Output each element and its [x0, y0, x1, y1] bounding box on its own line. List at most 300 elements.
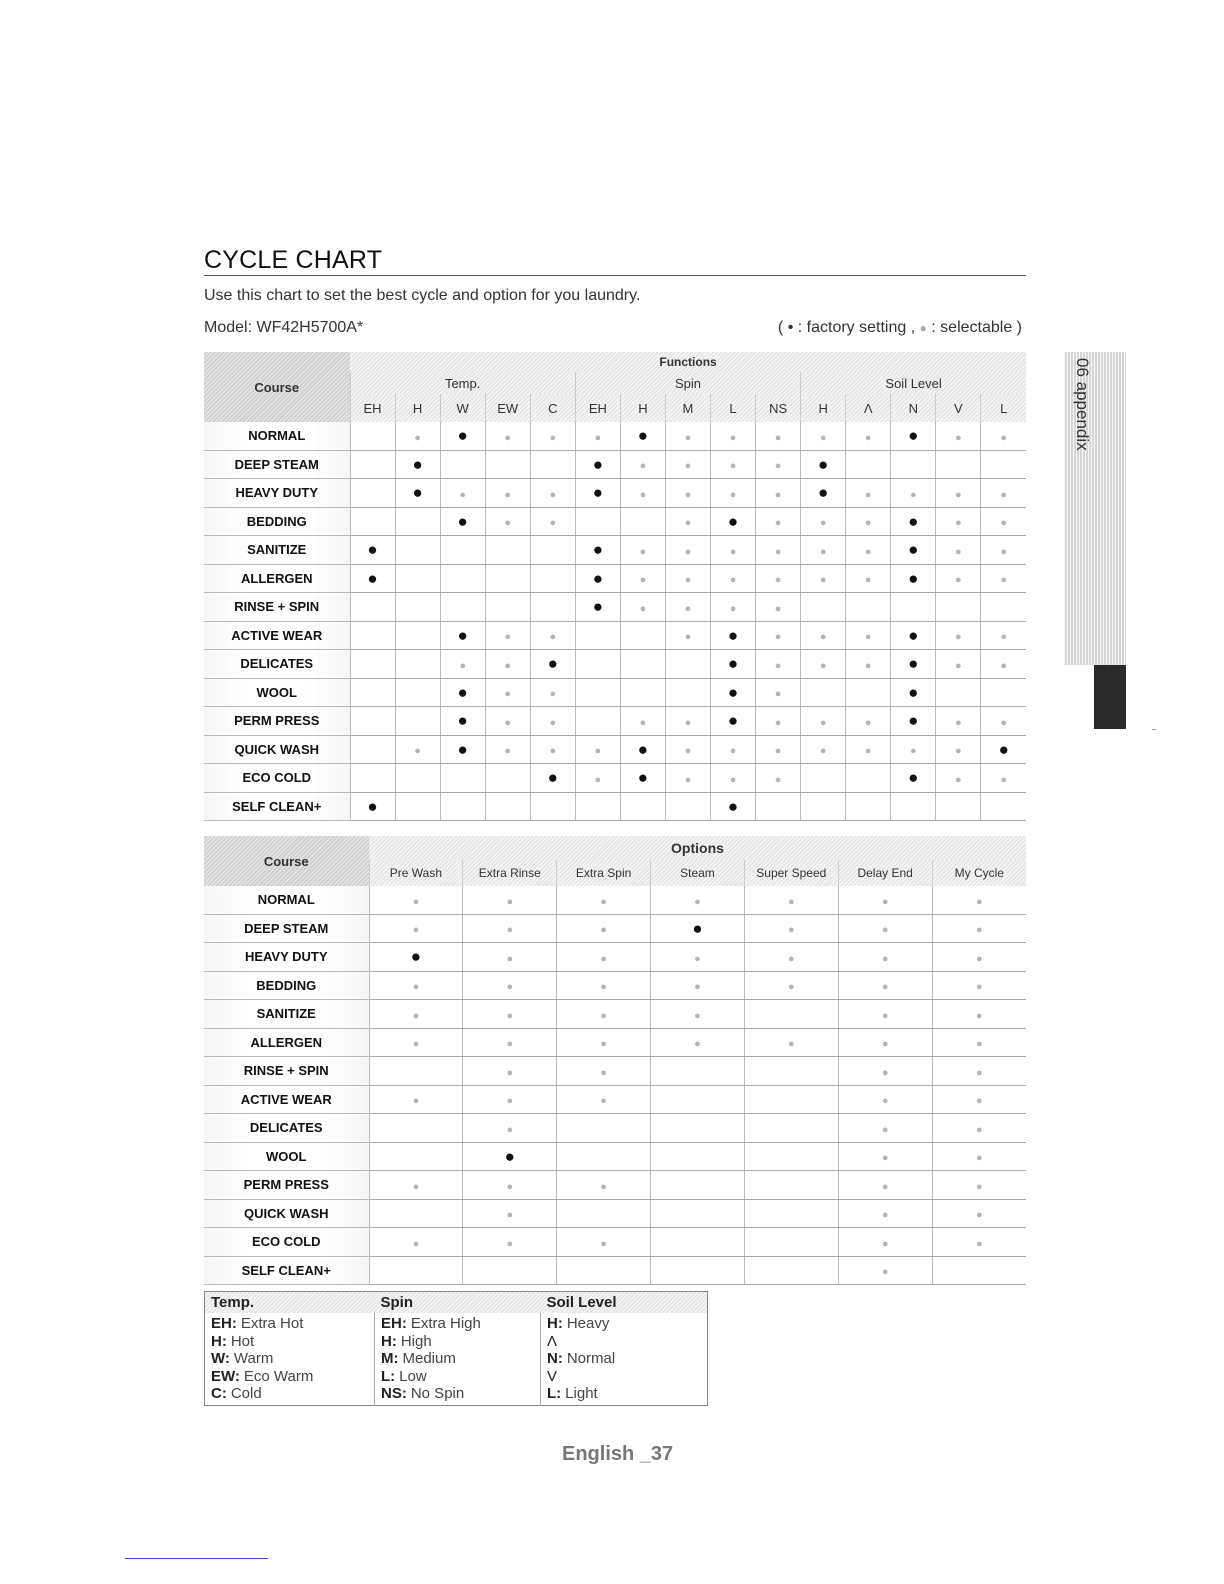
- table-cell: [557, 1057, 651, 1086]
- table-cell: [485, 479, 530, 508]
- side-tab-marker: [1094, 665, 1126, 729]
- table-cell: [756, 536, 801, 565]
- table-cell: [350, 593, 395, 622]
- table-cell: [620, 422, 665, 450]
- table-cell: [932, 1199, 1026, 1228]
- key-text: Normal: [566, 1350, 616, 1367]
- table-cell: [440, 479, 485, 508]
- selectable-icon: ●: [684, 488, 692, 501]
- selectable-icon: ●: [774, 716, 782, 729]
- table-cell: [744, 886, 838, 914]
- column-header: Λ: [846, 394, 891, 422]
- group-header: Temp.: [350, 372, 575, 394]
- table-row: [204, 971, 1026, 1000]
- table-cell: [932, 943, 1026, 972]
- table-cell: [711, 564, 756, 593]
- factory-setting-icon: ●: [727, 511, 739, 531]
- key-item: [381, 1385, 534, 1403]
- selectable-icon: ●: [881, 981, 889, 994]
- key-soil-header: Soil Level: [546, 1294, 617, 1311]
- table-cell: [981, 564, 1026, 593]
- table-cell: [557, 971, 651, 1000]
- table-cell: [711, 650, 756, 679]
- key-spin-header: Spin: [380, 1294, 413, 1311]
- table-cell: [756, 422, 801, 450]
- table-cell: [369, 1199, 463, 1228]
- course-name: RINSE + SPIN: [204, 1057, 369, 1086]
- table-cell: [485, 764, 530, 793]
- table-cell: [440, 507, 485, 536]
- column-header: Super Speed: [744, 860, 838, 886]
- course-name: NORMAL: [204, 886, 369, 914]
- table-cell: [395, 792, 440, 821]
- table-cell: [711, 450, 756, 479]
- table-row: [204, 914, 1026, 943]
- column-header: Steam: [651, 860, 745, 886]
- key-abbr: C:: [211, 1385, 227, 1402]
- course-name: DELICATES: [204, 1114, 369, 1143]
- table-cell: [981, 507, 1026, 536]
- table-cell: [463, 914, 557, 943]
- table-cell: [369, 1171, 463, 1200]
- table-cell: [350, 450, 395, 479]
- table-cell: [575, 450, 620, 479]
- table-cell: [350, 479, 395, 508]
- abbreviation-key: [204, 1291, 708, 1406]
- selectable-icon: ●: [881, 1066, 889, 1079]
- table-cell: [756, 450, 801, 479]
- selectable-symbol-icon: ●: [919, 321, 927, 335]
- selectable-icon: ●: [600, 1009, 607, 1022]
- table-cell: [395, 536, 440, 565]
- factory-setting-icon: ●: [457, 426, 468, 446]
- table-cell: [530, 678, 575, 707]
- table-cell: [530, 621, 575, 650]
- table-cell: [557, 1256, 651, 1285]
- selectable-icon: ●: [881, 952, 889, 965]
- selectable-icon: ●: [504, 517, 512, 530]
- selectable-icon: ●: [459, 659, 466, 672]
- key-abbr: V: [547, 1367, 558, 1385]
- table-cell: [711, 507, 756, 536]
- factory-setting-icon: ●: [692, 918, 703, 938]
- table-cell: [801, 735, 846, 764]
- selectable-icon: ●: [787, 924, 795, 937]
- key-spin-list: [375, 1313, 541, 1405]
- selectable-icon: ●: [506, 1038, 514, 1051]
- table-cell: [530, 792, 575, 821]
- selectable-icon: ●: [694, 895, 701, 908]
- table-cell: [395, 593, 440, 622]
- factory-setting-icon: ●: [818, 483, 829, 503]
- table-cell: [350, 792, 395, 821]
- selectable-icon: ●: [819, 517, 827, 530]
- table-cell: [369, 1028, 463, 1057]
- factory-setting-icon: ●: [637, 768, 649, 788]
- selectable-icon: ●: [600, 952, 607, 965]
- selectable-icon: ●: [549, 431, 557, 444]
- table-cell: [463, 1142, 557, 1171]
- table-cell: [801, 792, 846, 821]
- selectable-icon: ●: [729, 460, 737, 473]
- column-header: EH: [575, 394, 620, 422]
- table-cell: [801, 507, 846, 536]
- table-cell: [620, 536, 665, 565]
- table-cell: [891, 422, 936, 450]
- table-cell: [838, 943, 932, 972]
- table-cell: [838, 1085, 932, 1114]
- table-cell: [936, 650, 981, 679]
- selectable-icon: ●: [506, 924, 514, 937]
- table-cell: [369, 1142, 463, 1171]
- table-cell: [395, 707, 440, 736]
- table-cell: [485, 678, 530, 707]
- factory-setting-icon: ●: [908, 540, 919, 560]
- table-cell: [485, 621, 530, 650]
- selectable-icon: ●: [819, 745, 827, 758]
- selectable-icon: ●: [955, 773, 962, 786]
- selectable-icon: ●: [787, 952, 795, 965]
- selectable-icon: ●: [412, 1038, 420, 1051]
- table-row: [204, 707, 1026, 736]
- selectable-icon: ●: [864, 745, 872, 758]
- table-cell: [932, 1114, 1026, 1143]
- table-cell: [665, 536, 710, 565]
- table-cell: [801, 764, 846, 793]
- table-cell: [440, 536, 485, 565]
- table-cell: [463, 1057, 557, 1086]
- table-cell: [744, 1057, 838, 1086]
- table-cell: [891, 650, 936, 679]
- key-text: Extra High: [410, 1315, 481, 1332]
- key-abbr: M:: [381, 1350, 399, 1367]
- table-row: [204, 678, 1026, 707]
- table-cell: [891, 507, 936, 536]
- course-name: ALLERGEN: [204, 1028, 369, 1057]
- table-cell: [932, 1085, 1026, 1114]
- factory-setting-icon: ●: [547, 654, 558, 674]
- selectable-icon: ●: [864, 488, 872, 501]
- column-header: Delay End: [838, 860, 932, 886]
- table-cell: [440, 707, 485, 736]
- key-abbr: H:: [547, 1315, 563, 1332]
- table-cell: [665, 621, 710, 650]
- table-cell: [395, 735, 440, 764]
- key-item: [211, 1350, 368, 1368]
- selectable-icon: ●: [600, 981, 607, 994]
- selectable-icon: ●: [504, 431, 512, 444]
- table-row: [204, 507, 1026, 536]
- key-item: [381, 1350, 534, 1368]
- table-cell: [981, 422, 1026, 450]
- table-cell: [440, 593, 485, 622]
- table-cell: [838, 1114, 932, 1143]
- table-cell: [846, 792, 891, 821]
- factory-setting-icon: ●: [412, 454, 423, 474]
- table-cell: [557, 943, 651, 972]
- key-text: Eco Warm: [243, 1367, 314, 1385]
- factory-setting-icon: ●: [908, 711, 919, 731]
- column-header: W: [440, 394, 485, 422]
- table-cell: [932, 1228, 1026, 1257]
- table-cell: [981, 764, 1026, 793]
- selectable-icon: ●: [549, 688, 557, 701]
- table-cell: [981, 707, 1026, 736]
- table-cell: [485, 707, 530, 736]
- table-cell: [801, 678, 846, 707]
- table-cell: [575, 422, 620, 450]
- selectable-icon: ●: [881, 924, 889, 937]
- selectable-icon: ●: [729, 574, 737, 587]
- factory-setting-icon: ●: [727, 711, 739, 731]
- table-cell: [932, 1171, 1026, 1200]
- column-header: Extra Rinse: [463, 860, 557, 886]
- factory-setting-icon: ●: [547, 768, 558, 788]
- table-cell: [463, 1171, 557, 1200]
- course-name: WOOL: [204, 678, 350, 707]
- selectable-icon: ●: [1000, 517, 1008, 530]
- factory-setting-icon: ●: [998, 739, 1009, 759]
- selectable-icon: ●: [1000, 574, 1008, 587]
- key-abbr: W:: [211, 1350, 230, 1367]
- table-cell: [801, 536, 846, 565]
- selectable-icon: ●: [975, 1152, 983, 1165]
- key-item: [211, 1368, 368, 1386]
- column-header: M: [665, 394, 710, 422]
- table-cell: [981, 450, 1026, 479]
- selectable-icon: ●: [600, 1180, 607, 1193]
- table-cell: [575, 507, 620, 536]
- table-cell: [440, 450, 485, 479]
- selectable-icon: ●: [774, 431, 782, 444]
- column-header: Extra Spin: [557, 860, 651, 886]
- selectable-icon: ●: [639, 716, 647, 729]
- selectable-icon: ●: [694, 1038, 701, 1051]
- table-cell: [557, 1171, 651, 1200]
- table-row: [204, 621, 1026, 650]
- selectable-icon: ●: [955, 716, 962, 729]
- course-name: SELF CLEAN+: [204, 792, 350, 821]
- table-cell: [463, 1256, 557, 1285]
- table-cell: [838, 1142, 932, 1171]
- table-cell: [756, 650, 801, 679]
- table-row: [204, 1256, 1026, 1285]
- table-cell: [981, 650, 1026, 679]
- selectable-icon: ●: [412, 1237, 420, 1250]
- factory-setting-icon: ●: [457, 711, 468, 731]
- course-name: PERM PRESS: [204, 1171, 369, 1200]
- table-cell: [838, 1028, 932, 1057]
- table-cell: [711, 536, 756, 565]
- selectable-icon: ●: [412, 1009, 420, 1022]
- key-item: [547, 1315, 701, 1333]
- table-cell: [485, 564, 530, 593]
- table-cell: [575, 479, 620, 508]
- table-cell: [440, 735, 485, 764]
- selectable-icon: ●: [881, 1152, 889, 1165]
- table-cell: [846, 450, 891, 479]
- course-name: ECO COLD: [204, 764, 350, 793]
- table-cell: [981, 621, 1026, 650]
- table-cell: [801, 593, 846, 622]
- table-cell: [575, 735, 620, 764]
- selectable-icon: ●: [414, 431, 421, 444]
- table-cell: [440, 678, 485, 707]
- group-header: Spin: [575, 372, 800, 394]
- table-cell: [936, 507, 981, 536]
- selectable-icon: ●: [819, 574, 827, 587]
- selectable-icon: ●: [506, 1095, 514, 1108]
- table-cell: [711, 707, 756, 736]
- selectable-icon: ●: [909, 488, 917, 501]
- selectable-icon: ●: [504, 716, 512, 729]
- table-cell: [651, 971, 745, 1000]
- key-text: Extra Hot: [240, 1315, 304, 1332]
- course-name: WOOL: [204, 1142, 369, 1171]
- table-cell: [846, 593, 891, 622]
- factory-setting-icon: ●: [367, 568, 378, 588]
- selectable-icon: ●: [881, 1123, 889, 1136]
- table-cell: [838, 1000, 932, 1029]
- table-cell: [557, 914, 651, 943]
- table-cell: [756, 564, 801, 593]
- table-cell: [711, 621, 756, 650]
- selectable-icon: ●: [600, 1095, 607, 1108]
- table-cell: [936, 792, 981, 821]
- selectable-icon: ●: [864, 574, 872, 587]
- table-cell: [350, 507, 395, 536]
- selectable-icon: ●: [600, 1066, 607, 1079]
- table-cell: [463, 943, 557, 972]
- factory-setting-icon: ●: [457, 682, 468, 702]
- table-cell: [369, 1228, 463, 1257]
- selectable-icon: ●: [412, 1180, 420, 1193]
- table-cell: [651, 1114, 745, 1143]
- table-cell: [575, 564, 620, 593]
- key-text: Low: [399, 1367, 427, 1385]
- factory-setting-icon: ●: [727, 654, 739, 674]
- course-name: ACTIVE WEAR: [204, 1085, 369, 1114]
- column-header: N: [891, 394, 936, 422]
- selectable-icon: ●: [1000, 545, 1008, 558]
- table-cell: [463, 1114, 557, 1143]
- table-cell: [838, 1256, 932, 1285]
- selectable-icon: ●: [787, 981, 795, 994]
- selectable-icon: ●: [774, 745, 782, 758]
- factory-setting-icon: ●: [504, 1146, 515, 1166]
- column-header: NS: [756, 394, 801, 422]
- table-cell: [463, 1000, 557, 1029]
- page-edge-line: [125, 1558, 268, 1559]
- table-cell: [846, 707, 891, 736]
- key-abbr: EH:: [381, 1315, 407, 1332]
- table-cell: [530, 735, 575, 764]
- column-header: L: [981, 394, 1026, 422]
- key-text: Warm: [233, 1350, 274, 1367]
- table-cell: [530, 593, 575, 622]
- table-cell: [575, 650, 620, 679]
- table-cell: [665, 479, 710, 508]
- selectable-icon: ●: [1000, 659, 1008, 672]
- course-name: PERM PRESS: [204, 707, 350, 736]
- key-text: No Spin: [410, 1385, 465, 1402]
- table-cell: [485, 792, 530, 821]
- key-abbr: H:: [211, 1332, 227, 1350]
- table-cell: [801, 450, 846, 479]
- column-header: EW: [485, 394, 530, 422]
- table-cell: [756, 792, 801, 821]
- factory-setting-icon: ●: [908, 625, 919, 645]
- selectable-icon: ●: [414, 745, 421, 758]
- table-cell: [846, 735, 891, 764]
- table-row: [204, 1199, 1026, 1228]
- table-cell: [891, 450, 936, 479]
- selectable-icon: ●: [549, 631, 557, 644]
- table-cell: [350, 707, 395, 736]
- factory-symbol-icon: •: [787, 319, 794, 336]
- factory-setting-icon: ●: [410, 947, 422, 967]
- table-row: [204, 564, 1026, 593]
- table-cell: [350, 536, 395, 565]
- factory-setting-icon: ●: [592, 540, 603, 560]
- key-item: [381, 1368, 534, 1386]
- selectable-icon: ●: [506, 1009, 514, 1022]
- table-cell: [557, 1228, 651, 1257]
- selectable-icon: ●: [881, 1180, 889, 1193]
- table-cell: [981, 593, 1026, 622]
- table-cell: [369, 886, 463, 914]
- table-cell: [485, 450, 530, 479]
- table-cell: [395, 422, 440, 450]
- table-cell: [620, 479, 665, 508]
- table-cell: [744, 1199, 838, 1228]
- table-cell: [744, 1228, 838, 1257]
- factory-setting-icon: ●: [727, 796, 739, 816]
- table-cell: [530, 479, 575, 508]
- selectable-icon: ●: [684, 602, 692, 615]
- selectable-icon: ●: [774, 545, 782, 558]
- table-cell: [463, 971, 557, 1000]
- table-cell: [838, 971, 932, 1000]
- side-tab-label: 06 appendix: [1073, 358, 1092, 451]
- selectable-icon: ●: [975, 1095, 983, 1108]
- table-cell: [369, 1256, 463, 1285]
- table-cell: [891, 792, 936, 821]
- selectable-icon: ●: [975, 924, 983, 937]
- key-text: Cold: [230, 1385, 262, 1402]
- selectable-icon: ●: [549, 488, 557, 501]
- table-cell: [665, 678, 710, 707]
- legend-factory-text: : factory setting ,: [793, 319, 920, 336]
- course-name: DEEP STEAM: [204, 450, 350, 479]
- selectable-icon: ●: [684, 631, 692, 644]
- table-cell: [846, 764, 891, 793]
- table-cell: [981, 678, 1026, 707]
- table-cell: [756, 764, 801, 793]
- table-cell: [395, 564, 440, 593]
- selectable-icon: ●: [774, 602, 782, 615]
- table-cell: [440, 422, 485, 450]
- table-cell: [744, 971, 838, 1000]
- course-name: QUICK WASH: [204, 1199, 369, 1228]
- table-row: [204, 650, 1026, 679]
- table-cell: [350, 564, 395, 593]
- table-cell: [846, 479, 891, 508]
- table-cell: [530, 564, 575, 593]
- table-row: [204, 1228, 1026, 1257]
- table-cell: [651, 1142, 745, 1171]
- table-cell: [936, 764, 981, 793]
